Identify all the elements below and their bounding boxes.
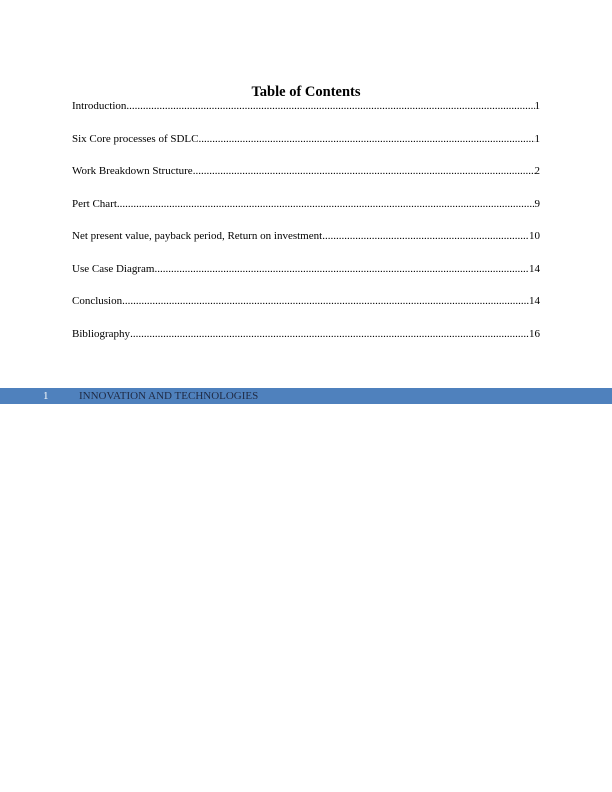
- toc-entry-bibliography[interactable]: [72, 328, 540, 341]
- toc-entry-page: 1: [534, 132, 540, 145]
- toc-entry-label: Use Case Diagram: [72, 262, 155, 275]
- dot-leader: [193, 165, 535, 178]
- toc-entry-label: Work Breakdown Structure: [72, 165, 193, 177]
- dot-leader: [126, 100, 534, 113]
- footer-running-title: INNOVATION AND TECHNOLOGIES: [79, 390, 259, 402]
- toc-entry-page: 2: [534, 165, 540, 177]
- toc-entry-conclusion[interactable]: [72, 295, 540, 308]
- dot-leader: [154, 263, 529, 276]
- toc-entry-pert-chart[interactable]: [72, 198, 540, 211]
- footer-bar: [0, 388, 612, 404]
- toc-list: [72, 100, 540, 360]
- footer-page-number: 1: [43, 390, 49, 402]
- toc-title: Table of Contents: [251, 84, 361, 100]
- dot-leader: [199, 133, 535, 146]
- toc-entry-npv[interactable]: [72, 230, 540, 243]
- toc-entry-label: Pert Chart: [72, 197, 117, 210]
- dot-leader: [322, 230, 529, 243]
- toc-entry-use-case[interactable]: [72, 263, 540, 276]
- toc-entry-page: 10: [529, 230, 540, 242]
- toc-entry-page: 16: [529, 327, 540, 340]
- toc-entry-label: Six Core processes of SDLC: [72, 132, 199, 145]
- toc-entry-page: 14: [529, 262, 540, 275]
- toc-entry-page: 14: [529, 295, 540, 307]
- toc-entry-page: 1: [534, 100, 540, 112]
- toc-entry-sdlc[interactable]: [72, 133, 540, 146]
- toc-entry-introduction[interactable]: [72, 100, 540, 113]
- toc-entry-label: Net present value, payback period, Return on investment: [72, 230, 323, 242]
- toc-entry-wbs[interactable]: [72, 165, 540, 178]
- toc-entry-page: 9: [534, 197, 540, 210]
- toc-entry-label: Bibliography: [72, 327, 131, 340]
- dot-leader: [122, 295, 529, 308]
- dot-leader: [130, 328, 529, 341]
- toc-entry-label: Conclusion: [72, 295, 123, 307]
- dot-leader: [117, 198, 535, 211]
- toc-entry-label: Introduction: [72, 100, 127, 112]
